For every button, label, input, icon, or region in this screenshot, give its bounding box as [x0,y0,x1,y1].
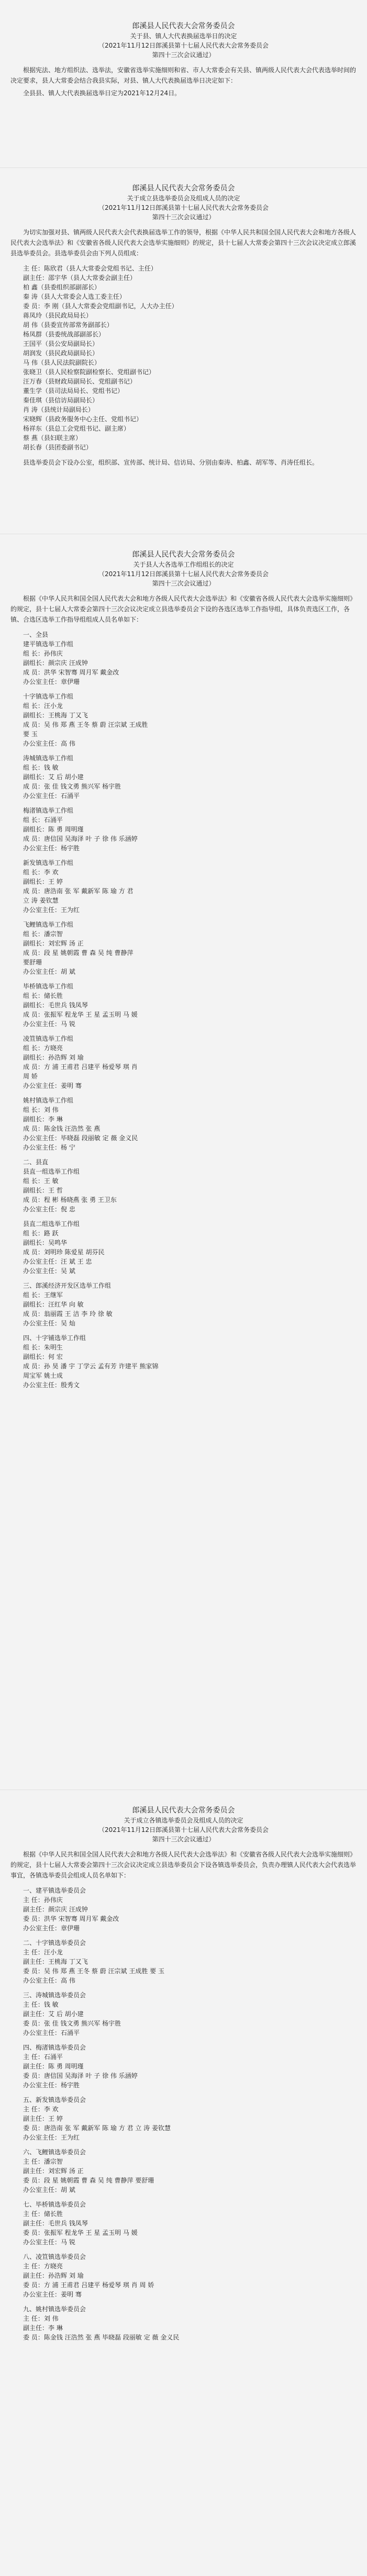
doc-meeting-note-2: 第四十三次会议通过） [152,580,215,587]
group-line: 办公室主任：姜明 骞 [23,1082,82,1089]
member-line: 胡长春（县团委副书记） [23,444,93,451]
group-line: 成 员：段 星 姚朝霞 曹 森 吴 纯 曹静萍 [23,949,134,957]
member-line: 委 员：李 刚（县人大常委会党组副书记，人大办主任） [23,302,178,310]
doc-outro: 县选举委员会下设办公室，组织部、宣传部、统计局、信访局、分别由秦涛、柏鑫、胡军等、肖涛任组长。 [23,459,319,466]
group-line: 副主任：陈 勇 周明瑾 [23,2063,84,2070]
doc-subtitle: 关于成立各镇选举委员会及组成人员的决定 [124,1817,243,1824]
doc-meeting-note: （2021年11月12日郎溪县第十七届人民代表大会常务委员会 [98,1826,269,1833]
doc-subtitle: 关于成立县选举委员会及组成人员的决定 [127,195,240,202]
group-line: 办公室主任：高 伟 [23,1977,75,1984]
group-line: 副组长：刘宏辉 汤 正 [23,940,84,947]
group-block [10,806,357,853]
group-line: 副主任：王桃海 丁又飞 [23,1958,88,1965]
decision-election-day [0,21,367,98]
doc-subtitle: 关于县、镇人大代表换届选举日的决定 [130,32,237,40]
group-line: 主 任：钱 敏 [23,2001,59,2008]
decision-county-election-committee [0,183,367,468]
group-line: 副组长：王 婷 [23,878,63,885]
group-line: 组 长：潘宗智 [23,930,63,938]
doc-intro: 根据《中华人民共和国全国人民代表大会和地方各级人民代表大会选举法》和《安徽省各级人民代表大会选举实施细则》的规定，县十七届人大常委会第四十三次会议决定成立县选举委员会下设的各选区选举工作指导组，具体负责选区工作，各镇、合选区选举工作指导组组成人员名单如下： [10,595,357,623]
group-line: 副主任：李 琳 [23,2324,63,2332]
member-line: 秦 涛（县人大常委会人选工委主任） [23,293,126,300]
group-line: 委 员：唐浩南 张 军 戴新军 陈 瑜 方 君 立 涛 姜钦慧 [23,2124,171,2132]
group-block [10,1886,357,1933]
group-line: 主 任：汪小龙 [23,1949,63,1956]
member-line: 柏 鑫（县委组织部副部长） [23,284,101,291]
group-line: 办公室主任：汪 斌 王 忠 [23,1258,92,1265]
group-line: 办公室主任：王为红 [23,2134,80,2141]
group-heading: 三、郎溪经济开发区选举工作组 [23,1282,112,1289]
group-line: 委 员：吴 伟 郑 燕 王冬 蔡 蔚 汪宗斌 王成胜 要 玉 [23,1967,164,1975]
member-line: 蒋凤玲（县民政局局长） [23,312,93,319]
group-line: 组 长：朱明生 [23,1344,63,1351]
group-line: 委 员：唐信国 吴海泽 叶 子 徐 伟 乐涵婷 [23,2072,138,2079]
group-line: 主 任：李 欢 [23,2106,59,2113]
group-line: 办公室主任：吴 斌 [23,1267,75,1275]
group-block [10,1096,357,1152]
member-line: 宋晓辉（县政务服务中心主任、党组书记） [23,415,143,423]
group-heading: 毕桥镇选举工作组 [23,983,74,990]
group-heading: 四、梅渚镇选举委员会 [23,2044,86,2051]
group-line: 办公室主任：马 锐 [23,2238,75,2246]
group-heading: 四、十字铺选举工作组 [23,1334,86,1342]
group-heading: 十字镇选举工作组 [23,693,74,700]
group-line: 成 员：吴 伟 郑 燕 王冬 蔡 蔚 汪宗斌 王成胜 [23,721,148,728]
group-line: 组 长：路 跃 [23,1230,59,1237]
group-heading: 新发镇选举工作组 [23,859,74,867]
group-line: 组 长：钱 敏 [23,764,59,771]
group-heading: 八、凌笪镇选举委员会 [23,2253,86,2260]
group-block [10,2043,357,2090]
group-line: 组 长：刘 伟 [23,1106,59,1113]
group-line: 组 长：王 敏 [23,1177,59,1185]
doc-meeting-note: （2021年11月12日郎溪县第十七届人民代表大会常务委员会 [98,570,269,578]
group-heading: 一、建平镇选举委员会 [23,1887,86,1894]
group-line: 办公室主任：吴 灿 [23,1320,75,1327]
group-block [10,1938,357,1985]
group-line: 办公室主任：倪 忠 [23,1206,75,1213]
group-line: 办公室主任：王为红 [23,906,80,914]
doc-meeting-note-2: 第四十三次会议通过） [152,213,215,221]
group-line: 成 员：陈金钱 汪浩然 张 燕 [23,1125,101,1132]
group-line: 成 员：刘明珍 陈爱星 胡芬民 [23,1248,105,1256]
decision-election-work-groups [0,549,367,1390]
group-block [10,2095,357,2142]
group-line: 办公室主任：杨宇胜 [23,2082,80,2089]
group-heading: 九、姚村镇选举委员会 [23,2305,86,2313]
group-line: 副主任：颜宗庆 汪成钟 [23,1906,88,1913]
doc-paragraph: 根据宪法、地方组织法、选举法，安徽省选举实施细则和省、市人大常委会有关县、镇两级人民代表大会代表选举时间的决定要求，县人大常委会结合我县实际，对县、镇人大代表换届选举日决定如下： [10,66,357,84]
member-line: 秦佳琪（县信访局副局长） [23,397,99,404]
group-heading: 三、涛城镇选举委员会 [23,1992,86,1999]
group-line: 副主任：艾 后 胡小建 [23,2010,84,2018]
group-line: 主 任：刘 伟 [23,2315,59,2322]
group-line: 成 员：张 佳 钱文勇 熊兴军 杨宇胜 [23,783,121,790]
decision-town-election-committees [0,1805,367,2342]
group-heading: 六、飞鲤镇选举委员会 [23,2148,86,2156]
group-line: 副主任：孙浩辉 刘 瑜 [23,2272,84,2279]
member-line: 王国平（县公安局副局长） [23,340,99,347]
member-line: 主 任：陈欣君（县人大常委会党组书记、主任） [23,265,157,272]
group-line: 成 员：翁丽霞 王 洁 李 玲 徐 敏 [23,1310,113,1318]
doc-title: 郎溪县人民代表大会常务委员会 [132,184,235,193]
doc-subtitle: 关于县人大各选举工作组组长的决定 [133,561,234,568]
group-heading: 二、县直 [23,1158,49,1166]
group-block [10,1990,357,2038]
group-line: 主 任：孙伟庆 [23,1896,63,1904]
group-line: 副主任：毛世兵 钱凤琴 [23,2220,88,2227]
group-line: 要舒珊 [23,959,42,966]
group-line: 周 娇 [23,1073,38,1080]
group-line: 办公室主任：胡 斌 [23,968,75,975]
group-line: 办公室主任：章伊珊 [23,678,80,685]
group-block [10,1034,357,1090]
member-line: 副主任：邵宇华（县人大常委会副主任） [23,274,137,282]
member-line: 肖 涛（县统计局副局长） [23,406,94,413]
group-line: 副组长：汪红华 向 敏 [23,1301,84,1308]
group-line: 委 员：方 浦 王甫君 吕建平 杨爱琴 琪 肖 周 娇 [23,2281,154,2289]
member-line: 董生学（县司法局局长、党组书记） [23,387,124,395]
group-block [10,1333,357,1390]
group-block [10,2252,357,2299]
group-heading: 凌笪镇选举工作组 [23,1035,74,1042]
group-line: 组 长：石涌平 [23,816,63,824]
group-line: 立 涛 姜钦慧 [23,897,59,904]
group-line: 组 长：王继军 [23,1291,63,1299]
group-line: 办公室主任：马 锐 [23,1020,75,1028]
doc-title: 郎溪县人民代表大会常务委员会 [132,1806,235,1815]
group-line: 建平镇选举工作组 [23,640,74,648]
doc-title: 郎溪县人民代表大会常务委员会 [132,550,235,559]
member-line: 蔡 燕（县妇联主席） [23,434,82,442]
doc-meeting-note-2: 第四十三次会议通过） [152,51,215,59]
group-line: 办公室主任：杨宇胜 [23,845,80,852]
group-line: 主 任：方晓亮 [23,2263,63,2270]
group-line: 办公室主任：胡 斌 [23,2186,75,2193]
member-list [10,264,357,452]
group-line: 副组长：何 宏 [23,1353,63,1360]
group-line: 委 员：张振军 程龙华 王 星 孟玉明 马 媛 [23,2229,138,2236]
group-line: 办公室主任：殷秀文 [23,1381,80,1389]
group-line: 副组长：王 哲 [23,1187,63,1194]
group-line: 成 员：孙 昊 潘 宇 丁学云 孟有芳 许建平 熊家锦 [23,1363,159,1370]
group-heading: 梅渚镇选举工作组 [23,807,74,814]
group-block [10,2147,357,2195]
doc-intro: 为切实加强对县、镇两级人民代表大会代表换届选举工作的领导，根据《中华人民共和国全国人民代表大会和地方各级人民代表大会选举法》和《安徽省各级人民代表大会选举实施细则》的规定，县十七届人大常委会第四十三次会议决定成立郎溪县选举委员会。县选举委员会由下列人员组成： [10,229,357,257]
group-line: 主 任：潘宗智 [23,2158,63,2165]
group-line: 办公室主任：毕晓磊 段丽敏 定 薇 金义民 [23,1134,138,1142]
group-line: 成 员：唐浩南 张 军 戴新军 陈 瑜 方 君 [23,887,134,895]
group-block [10,2200,357,2247]
group-line: 主 任：储长胜 [23,2210,63,2218]
doc-title: 郎溪县人民代表大会常务委员会 [132,22,235,30]
group-line: 副组长：艾 后 胡小建 [23,773,84,781]
group-block [10,1157,357,1214]
group-line: 县直一组选举工作组 [23,1168,80,1175]
group-line: 办公室主任：姜明 骞 [23,2291,82,2298]
group-line: 周宝军 姚士成 [23,1372,63,1379]
group-line: 成 员：唐信国 吴海泽 叶 子 徐 伟 乐涵婷 [23,835,138,842]
group-line: 组 长：方晓亮 [23,1044,63,1052]
group-block [10,630,357,687]
group-heading: 涛城镇选举工作组 [23,755,74,762]
member-line: 胡润发（县民政局副局长） [23,350,99,357]
group-line: 副主任：王 婷 [23,2115,63,2122]
doc-intro: 根据《中华人民共和国全国人民代表大会和地方各级人民代表大会选举法》和《安徽省各级人民代表大会选举实施细则》的规定，县十七届人大常委会第四十三次会议决定成立县选举委员会下设各镇选举委员会，负责办理镇人民代表大会代表选举事宜，各镇选举委员会组成人员名单如下： [10,1851,357,1879]
group-line: 副组长：李 琳 [23,1116,63,1123]
committee-list [10,1886,357,2342]
group-line: 办公室主任：章伊珊 [23,1925,80,1932]
group-line: 委 员：张 佳 钱文勇 熊兴军 杨宇胜 [23,2020,121,2027]
group-line: 副组长：颜宗庆 汪成钟 [23,659,88,667]
doc-meeting-note: （2021年11月12日郎溪县第十七届人民代表大会常务委员会 [98,42,269,49]
group-line: 主 任：石涌平 [23,2053,63,2061]
group-line: 组 长：储长胜 [23,992,63,999]
group-heading: 七、毕桥镇选举委员会 [23,2201,86,2208]
group-block [10,858,357,915]
group-block [10,920,357,976]
group-line: 要 玉 [23,730,38,738]
group-block [10,753,357,801]
group-line: 办公室主任：石涌平 [23,2029,80,2037]
doc-meeting-note-2: 第四十三次会议通过） [152,1836,215,1843]
group-line: 委 员：陈金钱 汪浩然 张 燕 毕晓磊 段丽敏 定 薇 金义民 [23,2334,180,2341]
group-heading: 姚村镇选举工作组 [23,1097,74,1104]
group-line: 办公室主任：杨 宁 [23,1144,75,1151]
work-group-list [10,630,357,1390]
group-line: 组 长：汪小龙 [23,702,63,710]
group-line: 委 员：洪华 宋智骞 周月军 戴金改 [23,1915,119,1922]
group-line: 委 员：段 星 姚朝霞 曹 森 吴 纯 曹静萍 要舒珊 [23,2177,154,2184]
member-line: 马 伟（县人民法院副院长） [23,359,101,366]
group-line: 副组长：孙浩辉 刘 瑜 [23,1054,84,1061]
group-line: 副组长：王桃海 丁又飞 [23,712,88,719]
group-heading: 一、全县 [23,631,49,638]
group-block [10,2304,357,2342]
member-line: 汪万春（县财政局副局长、党组副书记） [23,378,137,385]
group-line: 成 员：张振军 程龙华 王 星 孟玉明 马 媛 [23,1011,138,1018]
group-heading: 飞鲤镇选举工作组 [23,921,74,928]
doc-meeting-note: （2021年11月12日郎溪县第十七届人民代表大会常务委员会 [98,204,269,211]
group-line: 副主任：刘宏辉 汤 正 [23,2167,84,2175]
group-heading: 二、十字镇选举委员会 [23,1939,86,1947]
group-line: 成 员：洪华 宋智骞 周月军 戴金改 [23,669,119,676]
group-line: 副组长：陈 勇 周明瑾 [23,826,84,833]
group-line: 办公室主任：高 伟 [23,740,75,747]
group-line: 办公室主任：石涌平 [23,792,80,800]
group-line: 成 员：程 彬 杨晓燕 张 勇 王卫东 [23,1196,117,1203]
group-line: 组 长：孙伟庆 [23,650,63,657]
group-line: 副组长：毛世兵 钱凤琴 [23,1002,88,1009]
group-line: 成 员：方 浦 王甫君 吕建平 杨爱琴 琪 肖 [23,1063,138,1071]
member-line: 张晓卫（县人民检察院副检察长、党组副书记） [23,368,155,376]
group-heading: 县直二组选举工作组 [23,1220,80,1228]
group-line: 副组长：吴鸣华 [23,1239,68,1246]
group-block [10,982,357,1029]
member-line: 杨凤群（县委统战部副部长） [23,331,105,338]
doc-paragraph: 全县县、镇人大代表换届选举日定为2021年12月24日。 [23,89,181,97]
member-line: 胡 伟（县委宣传部常务副部长） [23,321,113,329]
group-heading: 五、新发镇选举委员会 [23,2096,86,2103]
group-line: 组 长：李 欢 [23,869,59,876]
group-block [10,692,357,748]
member-line: 杨祥东（县总工会党组书记、副主席） [23,425,130,432]
group-block [10,1219,357,1276]
divider [0,167,367,168]
group-block [10,1281,357,1328]
